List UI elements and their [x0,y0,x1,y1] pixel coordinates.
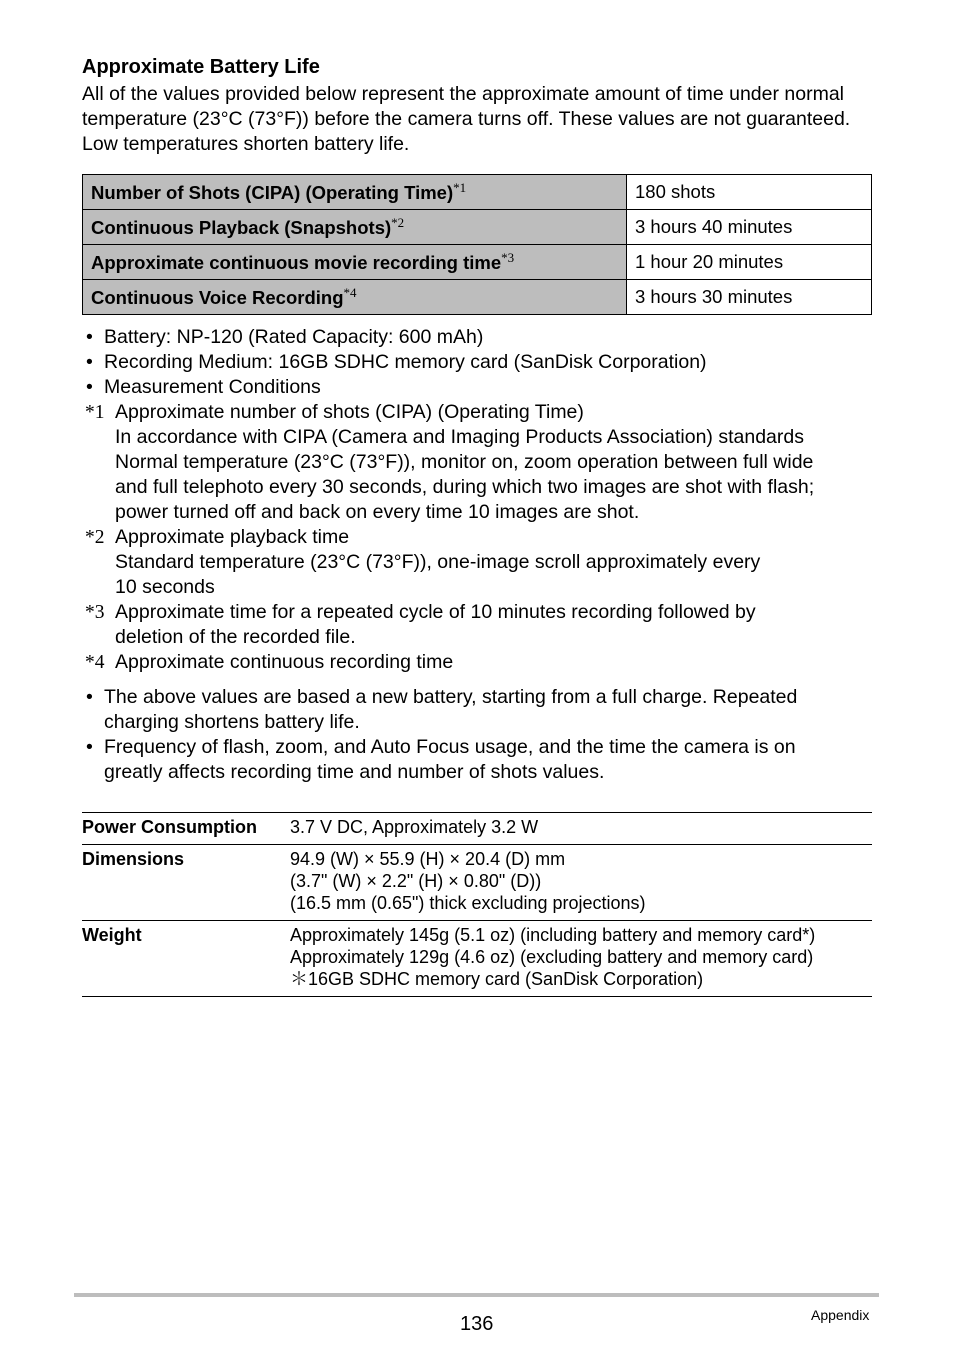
table-row [82,813,872,845]
table-row [83,280,872,315]
footnote-mark: *1 [85,402,105,423]
footnote-mark: *4 [85,652,105,673]
row-label: Continuous Voice Recording [91,287,344,309]
row-label: Approximate continuous movie recording time [91,252,502,274]
specs-table [82,812,872,997]
list-item: • Measurement Conditions [86,376,321,398]
footnote-mark: *1 [453,179,467,195]
page-number: 136 [460,1313,494,1335]
footnote-mark: *3 [501,249,515,265]
spec-label: Weight [82,921,290,997]
footnote-mark: *2 [391,214,405,230]
spec-label: Power Consumption [82,813,290,845]
list-item: • Frequency of flash, zoom, and Auto Focus usage, and the time the camera is on greatly affects recording time and number of shots values. [86,736,796,783]
spec-label: Dimensions [82,845,290,921]
list-item: • Recording Medium: 16GB SDHC memory card (SanDisk Corporation) [86,351,707,373]
footnote-mark: *2 [85,527,105,548]
footnote-mark: *3 [85,602,105,623]
table-row [82,845,872,921]
table-row [83,210,872,245]
intro-paragraph: All of the values provided below represent the approximate amount of time under normal temperature (23°C (73°F)) before the camera turns off. These values are not guaranteed. Low temperatures shorten battery life. [82,83,851,155]
list-item: • Battery: NP-120 (Rated Capacity: 600 mAh) [86,326,484,348]
footnote-2: *2 Approximate playback time Standard temperature (23°C (73°F)), one-image scroll approximately every 10 seconds [85,526,761,598]
measurement-notes [82,325,882,675]
section-label: Appendix [811,1307,870,1323]
footer-divider [74,1293,879,1297]
row-value: 3 hours 40 minutes [627,210,872,245]
spec-value: 3.7 V DC, Approximately 3.2 W [290,813,872,845]
footnote-1: *1 Approximate number of shots (CIPA) (Operating Time) In accordance with CIPA (Camera and Imaging Products Association) standards Normal temperature (23°C (73°F)), monitor on, zoom operation between full wide and full telephoto every 30 seconds, during which two images are shot with flash; power turned off and back on every time 10 images are shot. [85,401,815,523]
footnote-3: *3 Approximate time for a repeated cycle of 10 minutes recording followed by deletion of the recorded file. [85,601,756,648]
table-row [82,921,872,997]
table-row [83,175,872,210]
list-item: • The above values are based a new battery, starting from a full charge. Repeated charging shortens battery life. [86,686,798,733]
battery-notes [82,685,882,785]
row-value: 1 hour 20 minutes [627,245,872,280]
spec-value: Approximately 145g (5.1 oz) (including battery and memory card*) Approximately 129g (4.6 oz) (excluding battery and memory card) ＊16GB SDHC memory card (SanDisk Corporation) [290,921,872,997]
row-value: 180 shots [627,175,872,210]
footnote-4: *4 Approximate continuous recording time [85,651,454,673]
spec-value: 94.9 (W) × 55.9 (H) × 20.4 (D) mm (3.7" (W) × 2.2" (H) × 0.80" (D)) (16.5 mm (0.65") thick excluding projections) [290,845,872,921]
table-row [83,245,872,280]
footnote-mark: *4 [343,284,357,300]
row-value: 3 hours 30 minutes [627,280,872,315]
row-label: Continuous Playback (Snapshots) [91,217,392,239]
battery-life-table [82,174,872,315]
section-heading: Approximate Battery Life [82,56,320,78]
row-label: Number of Shots (CIPA) (Operating Time) [91,182,454,204]
